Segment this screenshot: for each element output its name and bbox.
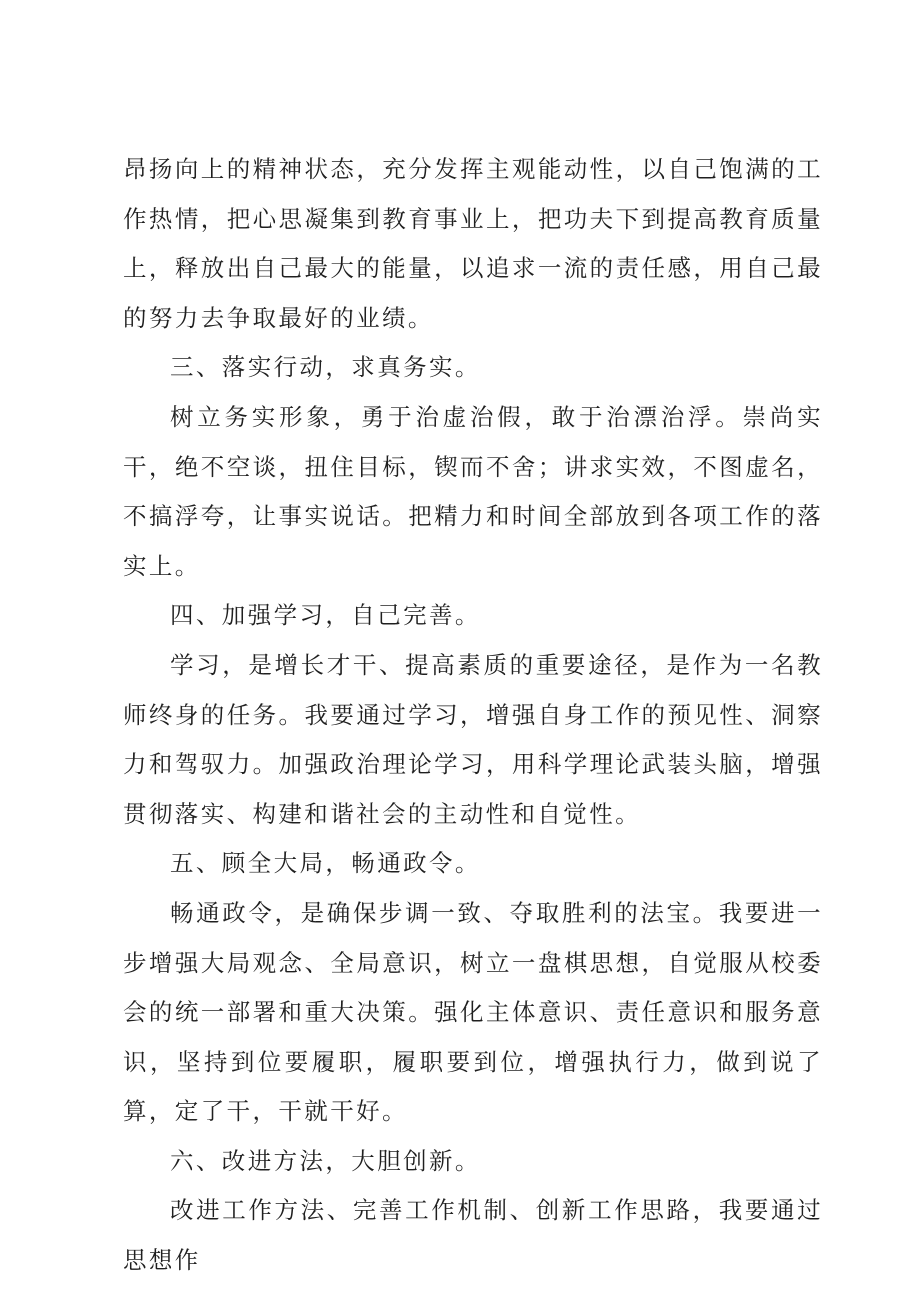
paragraph-body: 畅通政令，是确保步调一致、夺取胜利的法宝。我要进一步增强大局观念、全局意识，树立一盘棋思想，自觉服从校委会的统一部署和重大决策。强化主体意识、责任意识和服务意识，坚持到位要履职，履职要到位，增强执行力，做到说了算，定了干，干就干好。 [123,898,823,1126]
paragraph-body: 树立务实形象，勇于治虚治假，敢于治漂治浮。崇尚实干，绝不空谈，扭住目标，锲而不舍；讲求实效，不图虚名，不搞浮夸，让事实说话。把精力和时间全部放到各项工作的落实上。 [123,402,823,580]
section-heading-3: 三、落实行动，求真务实。 [170,353,481,382]
paragraph-body-continuation: 昂扬向上的精神状态，充分发挥主观能动性，以自己饱满的工作热情，把心思凝集到教育事业上，把功夫下到提高教育质量上，释放出自己最大的能量，以追求一流的责任感，用自己最的努力去争取最好的业绩。 [123,155,823,332]
section-heading-4: 四、加强学习，自己完善。 [170,601,481,630]
document-body [123,145,823,1286]
paragraph-body-truncated: 改进工作方法、完善工作机制、创新工作思路，我要通过思想作 [123,1196,823,1275]
section-heading-6: 六、改进方法，大胆创新。 [170,1146,481,1175]
paragraph-body: 学习，是增长才干、提高素质的重要途径，是作为一名教师终身的任务。我要通过学习，增强自身工作的预见性、洞察力和驾驭力。加强政治理论学习，用科学理论武装头脑，增强贯彻落实、构建和谐社会的主动性和自觉性。 [123,650,823,828]
section-heading-5: 五、顾全大局，畅通政令。 [170,849,481,878]
